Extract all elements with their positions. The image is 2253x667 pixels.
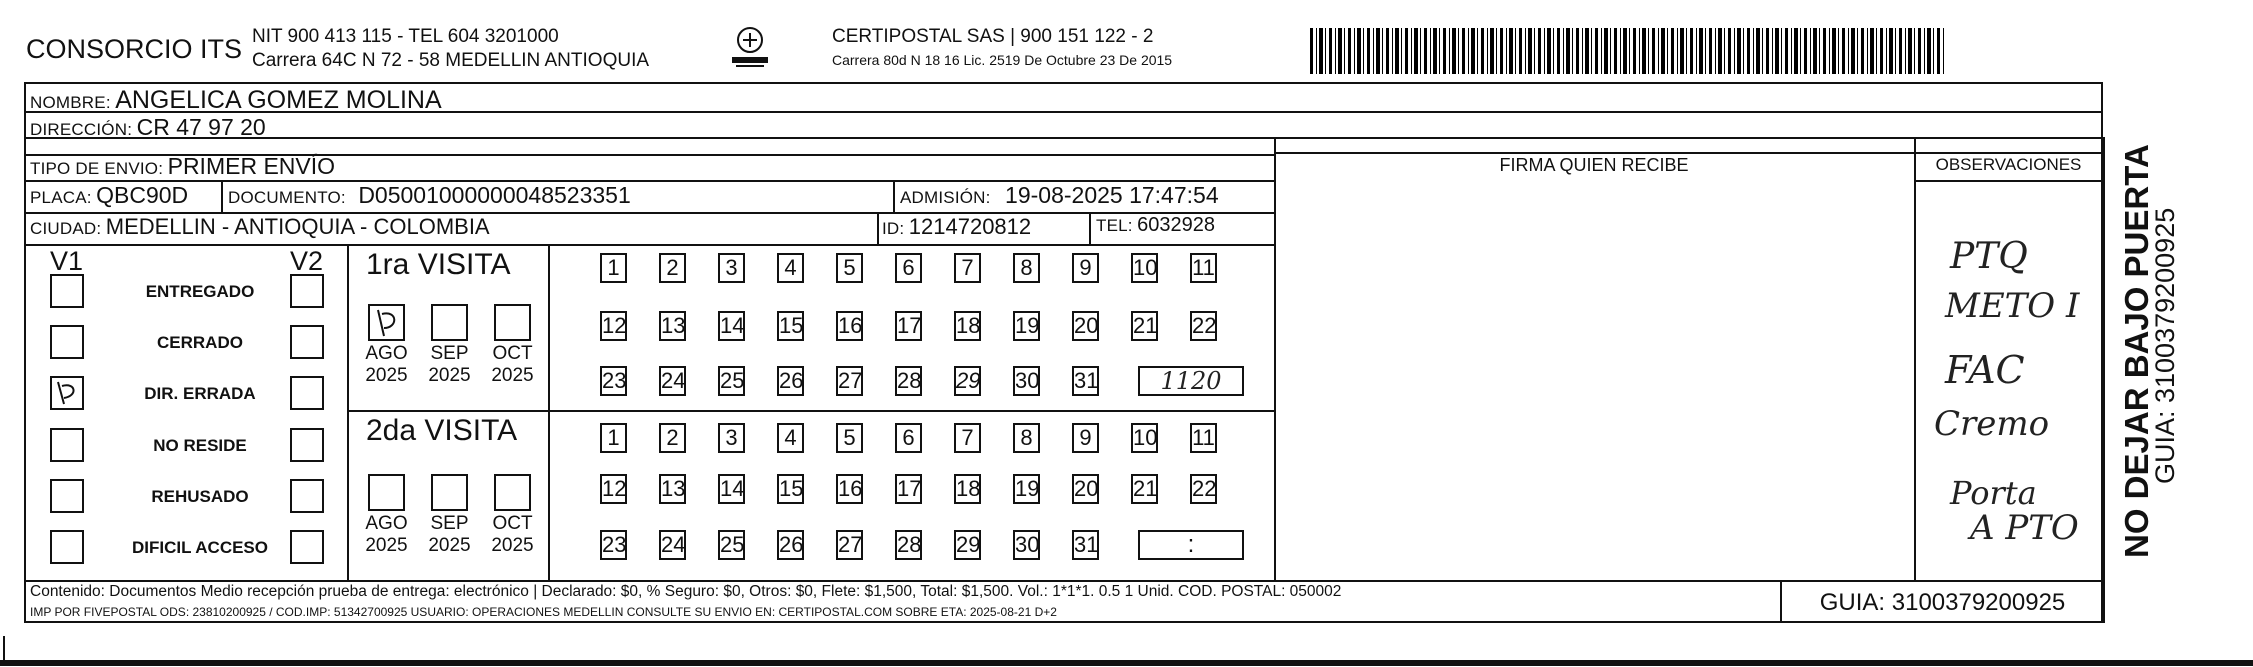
year-label: 2025	[365, 535, 408, 556]
ship-type-row	[30, 153, 335, 180]
day-box[interactable]: 15	[777, 311, 804, 341]
recipient-address: CR 47 97 20	[136, 114, 266, 140]
day-box[interactable]: 19	[1013, 311, 1040, 341]
day-box[interactable]: 4	[777, 423, 804, 453]
company-nit: NIT 900 413 115 - TEL 604 3201000	[252, 26, 559, 47]
day-box[interactable]: 3	[718, 423, 745, 453]
day-box[interactable]: 8	[1013, 253, 1040, 283]
month-label: OCT	[492, 343, 533, 364]
day-box[interactable]: 28	[895, 366, 922, 396]
barcode	[1310, 28, 1945, 74]
year-label: 2025	[491, 535, 534, 556]
v1-label: V1	[50, 246, 84, 276]
month-checkbox[interactable]	[494, 304, 531, 341]
month-checkbox[interactable]	[431, 474, 468, 511]
v1-checkbox[interactable]	[50, 325, 84, 359]
carrier-name: CERTIPOSTAL SAS | 900 151 122 - 2	[832, 26, 1154, 47]
month-label: AGO	[365, 343, 408, 364]
status-label: REHUSADO	[151, 487, 249, 506]
day-box[interactable]: 17	[895, 474, 922, 504]
v2-label: V2	[290, 246, 324, 276]
v1-checkbox[interactable]	[50, 376, 84, 410]
day-box[interactable]: 31	[1072, 366, 1099, 396]
ship-type-label: TIPO DE ENVIO:	[30, 159, 164, 178]
day-box[interactable]: 13	[659, 311, 686, 341]
day-box[interactable]: 9	[1072, 253, 1099, 283]
document-value: D05001000000048523351	[358, 182, 631, 208]
day-box[interactable]: 5	[836, 253, 863, 283]
day-box[interactable]: 30	[1013, 530, 1040, 560]
plate-value: QBC90D	[96, 182, 189, 208]
visit1-title: 1ra VISITA	[366, 248, 511, 281]
status-label: CERRADO	[157, 333, 243, 352]
month-label: OCT	[492, 513, 533, 534]
document-cell	[228, 182, 631, 209]
day-box[interactable]: 27	[836, 366, 863, 396]
day-box[interactable]: 23	[600, 366, 627, 396]
plate-label: PLACA:	[30, 188, 92, 207]
id-value: 1214720812	[908, 214, 1032, 239]
day-box[interactable]: 7	[954, 253, 981, 283]
city-label: CIUDAD:	[30, 219, 102, 238]
day-box[interactable]: 11	[1190, 423, 1217, 453]
observation-line-2: METO I	[1945, 286, 2080, 326]
carrier-address: Carrera 80d N 18 16 Lic. 2519 De Octubre 23 De 2015	[832, 52, 1173, 68]
tel-label: TEL:	[1096, 216, 1133, 235]
day-box[interactable]: 20	[1072, 311, 1099, 341]
day-box[interactable]: 7	[954, 423, 981, 453]
day-box[interactable]: 19	[1013, 474, 1040, 504]
v2-checkbox[interactable]	[290, 428, 324, 462]
day-box[interactable]: 16	[836, 474, 863, 504]
city-value: MEDELLIN - ANTIOQUIA - COLOMBIA	[105, 214, 490, 239]
day-box[interactable]: 5	[836, 423, 863, 453]
visit-time-box[interactable]: :	[1138, 530, 1244, 560]
v2-checkbox[interactable]	[290, 479, 324, 513]
side-notice: NO DEJAR BAJO PUERTA	[2118, 144, 2155, 558]
tel-cell	[1096, 214, 1215, 237]
footer-imp-line: IMP POR FIVEPOSTAL ODS: 23810200925 / COD.IMP: 51342700925 USUARIO: OPERACIONES MEDELLIN CONSULTE SU ENVIO EN: CERTIPOSTAL.COM SOBRE ETA: 2025-08-21 D+2	[30, 605, 1057, 619]
day-box[interactable]: 12	[600, 311, 627, 341]
day-box[interactable]: 18	[954, 311, 981, 341]
address-row	[30, 114, 266, 141]
day-box[interactable]: 2	[659, 253, 686, 283]
month-checkbox[interactable]	[368, 474, 405, 511]
day-box[interactable]: 6	[895, 253, 922, 283]
signature-header: FIRMA QUIEN RECIBE	[1499, 155, 1689, 175]
v1-checkbox[interactable]	[50, 479, 84, 513]
observations-header: OBSERVACIONES	[1935, 155, 2082, 174]
day-box[interactable]: 10	[1131, 423, 1158, 453]
admission-label: ADMISIÓN:	[900, 188, 991, 207]
day-box[interactable]: 4	[777, 253, 804, 283]
status-label: DIR. ERRADA	[144, 384, 256, 403]
left-edge-mark	[3, 636, 5, 660]
certipostal-logo	[730, 24, 770, 70]
v2-checkbox[interactable]	[290, 325, 324, 359]
day-box[interactable]: 27	[836, 530, 863, 560]
id-label: ID:	[882, 219, 905, 238]
day-box[interactable]: 15	[777, 474, 804, 504]
day-box[interactable]: 24	[659, 366, 686, 396]
tel-value: 6032928	[1137, 214, 1216, 236]
observation-line-5: Porta	[1950, 474, 2037, 512]
day-box[interactable]: 14	[718, 311, 745, 341]
day-box[interactable]: 29	[954, 366, 981, 396]
company-name: CONSORCIO ITS	[26, 34, 243, 64]
v1-checkbox[interactable]	[50, 530, 84, 564]
day-box[interactable]: 30	[1013, 366, 1040, 396]
v1-checkbox[interactable]	[50, 428, 84, 462]
day-box[interactable]: 25	[718, 366, 745, 396]
day-box[interactable]: 2	[659, 423, 686, 453]
status-label: NO RESIDE	[153, 436, 247, 455]
day-box[interactable]: 16	[836, 311, 863, 341]
day-box[interactable]: 22	[1190, 311, 1217, 341]
year-label: 2025	[491, 365, 534, 386]
v2-checkbox[interactable]	[290, 530, 324, 564]
day-box[interactable]: 12	[600, 474, 627, 504]
day-box[interactable]: 1	[600, 253, 627, 283]
day-box[interactable]: 18	[954, 474, 981, 504]
recipient-name: ANGELICA GOMEZ MOLINA	[115, 86, 442, 114]
year-label: 2025	[365, 365, 408, 386]
year-label: 2025	[428, 535, 471, 556]
visit2-title: 2da VISITA	[366, 414, 518, 447]
day-box[interactable]: 14	[718, 474, 745, 504]
side-guia: GUIA: 3100379200925	[2150, 207, 2180, 484]
day-box[interactable]: 26	[777, 366, 804, 396]
year-label: 2025	[428, 365, 471, 386]
day-box[interactable]: 25	[718, 530, 745, 560]
day-box[interactable]: 21	[1131, 311, 1158, 341]
day-box[interactable]: 29	[954, 530, 981, 560]
observation-line-4: Cremo	[1934, 404, 2050, 444]
day-box[interactable]: 6	[895, 423, 922, 453]
day-box[interactable]: 23	[600, 530, 627, 560]
observation-line-3: FAC	[1945, 348, 2025, 392]
status-label: DIFICIL ACCESO	[131, 538, 268, 557]
day-box[interactable]: 28	[895, 530, 922, 560]
ship-type: PRIMER ENVÍO	[167, 153, 336, 179]
day-box[interactable]: 1	[600, 423, 627, 453]
admission-cell	[900, 182, 1219, 209]
month-label: AGO	[365, 513, 408, 534]
v2-checkbox[interactable]	[290, 274, 324, 308]
day-box[interactable]: 20	[1072, 474, 1099, 504]
month-checkbox[interactable]	[494, 474, 531, 511]
footer-guia: GUIA: 3100379200925	[1819, 589, 2066, 616]
status-label: ENTREGADO	[145, 282, 255, 301]
day-box[interactable]: 8	[1013, 423, 1040, 453]
day-box[interactable]: 31	[1072, 530, 1099, 560]
day-box[interactable]: 24	[659, 530, 686, 560]
month-label: SEP	[430, 343, 469, 364]
document-label: DOCUMENTO:	[228, 188, 346, 207]
city-cell	[30, 214, 490, 240]
visit-time-box[interactable]: 1120	[1138, 366, 1244, 396]
company-address: Carrera 64C N 72 - 58 MEDELLIN ANTIOQUIA	[252, 50, 650, 71]
day-box[interactable]: 26	[777, 530, 804, 560]
day-box[interactable]: 3	[718, 253, 745, 283]
observation-line-6: A PTO	[1970, 508, 2079, 548]
address-label: DIRECCIÓN:	[30, 120, 133, 139]
month-label: SEP	[430, 513, 469, 534]
footer-content-line: Contenido: Documentos Medio recepción prueba de entrega: electrónico | Declarado: $0, % Seguro: $0, Otros: $0, Flete: $1,500, Total: $1,500. Vol.: 1*1*1. 0.5 1 Unid. COD. POSTAL: 050002	[30, 583, 1342, 600]
day-box[interactable]: 10	[1131, 253, 1158, 283]
day-box[interactable]: 21	[1131, 474, 1158, 504]
plate-cell	[30, 182, 188, 209]
name-label: NOMBRE:	[30, 93, 111, 112]
v2-checkbox[interactable]	[290, 376, 324, 410]
observation-line-1: PTQ	[1950, 236, 2028, 277]
admission-value: 19-08-2025 17:47:54	[1005, 182, 1219, 208]
month-checkbox[interactable]	[368, 304, 405, 341]
day-box[interactable]: 17	[895, 311, 922, 341]
day-box[interactable]: 13	[659, 474, 686, 504]
v1-checkbox[interactable]	[50, 274, 84, 308]
day-box[interactable]: 9	[1072, 423, 1099, 453]
id-cell	[882, 214, 1031, 240]
day-box[interactable]: 11	[1190, 253, 1217, 283]
day-box[interactable]: 22	[1190, 474, 1217, 504]
name-row	[30, 86, 442, 115]
month-checkbox[interactable]	[431, 304, 468, 341]
